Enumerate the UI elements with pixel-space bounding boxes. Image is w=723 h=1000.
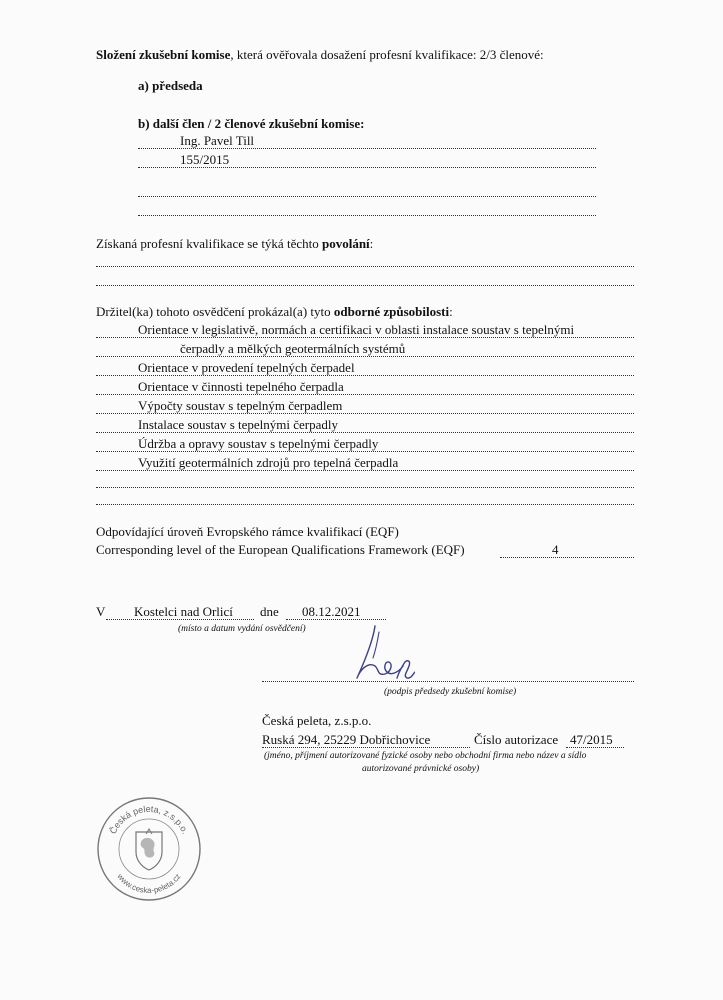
skill-line [96, 356, 634, 357]
issue-place: Kostelci nad Orlicí [134, 604, 233, 619]
skill-line [96, 432, 634, 433]
issue-date-word: dne [260, 604, 279, 619]
committee-intro [96, 47, 544, 63]
organization-seal [96, 796, 202, 902]
skill-line [96, 375, 634, 376]
skills-label-plain: Držitel(ka) tohoto osvědčení prokázal(a) tyto [96, 304, 334, 319]
blank-line [96, 285, 634, 286]
skill-item: Orientace v provedení tepelných čerpadel [138, 360, 355, 375]
skill-line [96, 394, 634, 395]
committee-intro-rest: , která ověřovala dosažení profesní kvalifikace: 2/3 členové: [230, 47, 544, 62]
seal-bottom-text: www.ceska-peleta.cz [115, 871, 183, 896]
skill-line [96, 337, 634, 338]
authorization-label: Číslo autorizace [474, 732, 559, 747]
signature-caption: (podpis předsedy zkušební komise) [384, 687, 517, 697]
skill-item: Orientace v legislativě, normách a certifikaci v oblasti instalace soustav s tepelnými [138, 322, 575, 337]
eqf-line-cz: Odpovídající úroveň Evropského rámce kvalifikací (EQF) [96, 524, 399, 539]
blank-line [96, 266, 634, 267]
authorization-number: 47/2015 [570, 732, 613, 747]
authority-caption-line1: (jméno, příjmení autorizované fyzické osoby nebo obchodní firma nebo název a sídlo [264, 751, 587, 761]
occupation-label-bold: povolání [321, 236, 370, 251]
skill-item: Instalace soustav s tepelnými čerpadly [138, 417, 338, 432]
svg-text:Česká peleta, z.s.p.o. [108, 804, 191, 836]
skills-label-bold: odborné způsobilosti [333, 304, 450, 319]
member-label: b) další člen / 2 členové zkušební komise: [138, 116, 365, 131]
signature-line [262, 681, 634, 682]
member-number: 155/2015 [180, 152, 230, 167]
member-name: Ing. Pavel Till [180, 133, 255, 148]
skills-label [96, 304, 453, 320]
occupation-label-end: : [369, 236, 374, 251]
skill-item: Údržba a opravy soustav s tepelnými čerpadly [138, 436, 379, 451]
authority-name: Česká peleta, z.s.p.o. [262, 713, 372, 728]
skill-line [96, 413, 634, 414]
issue-prefix: V [96, 604, 106, 619]
occupation-label-plain: Získaná profesní kvalifikace se týká těchto [96, 236, 322, 251]
blank-line [96, 487, 634, 488]
skill-item: Výpočty soustav s tepelným čerpadlem [138, 398, 343, 413]
seal-top-text: Česká peleta, z.s.p.o. [107, 803, 191, 836]
blank-line [138, 196, 596, 197]
skills-label-end: : [449, 304, 453, 319]
issue-caption: (místo a datum vydání osvědčení) [178, 624, 306, 634]
signature-graphic [345, 622, 415, 682]
authority-caption-line2: autorizované právnické osoby) [362, 764, 480, 774]
eqf-level: 4 [552, 542, 559, 557]
skill-item: Využití geotermálních zdrojů pro tepelná čerpadla [138, 455, 399, 470]
blank-line [138, 215, 596, 216]
occupation-label [96, 236, 373, 252]
blank-line [96, 504, 634, 505]
chair-label: a) předseda [138, 78, 203, 93]
skill-item: čerpadly a mělkých geotermálních systémů [180, 341, 406, 356]
skill-item: Orientace v činnosti tepelného čerpadla [138, 379, 344, 394]
eqf-line-en: Corresponding level of the European Qualifications Framework (EQF) [96, 542, 465, 557]
authority-address: Ruská 294, 25229 Dobřichovice [262, 732, 431, 747]
skill-line [96, 451, 634, 452]
skill-line [96, 470, 634, 471]
issue-date: 08.12.2021 [302, 604, 361, 619]
svg-text:www.ceska-peleta.cz [115, 871, 183, 895]
coat-of-arms-icon [136, 829, 162, 870]
committee-intro-bold: Složení zkušební komise [96, 47, 231, 62]
eqf-level-line [500, 557, 634, 558]
